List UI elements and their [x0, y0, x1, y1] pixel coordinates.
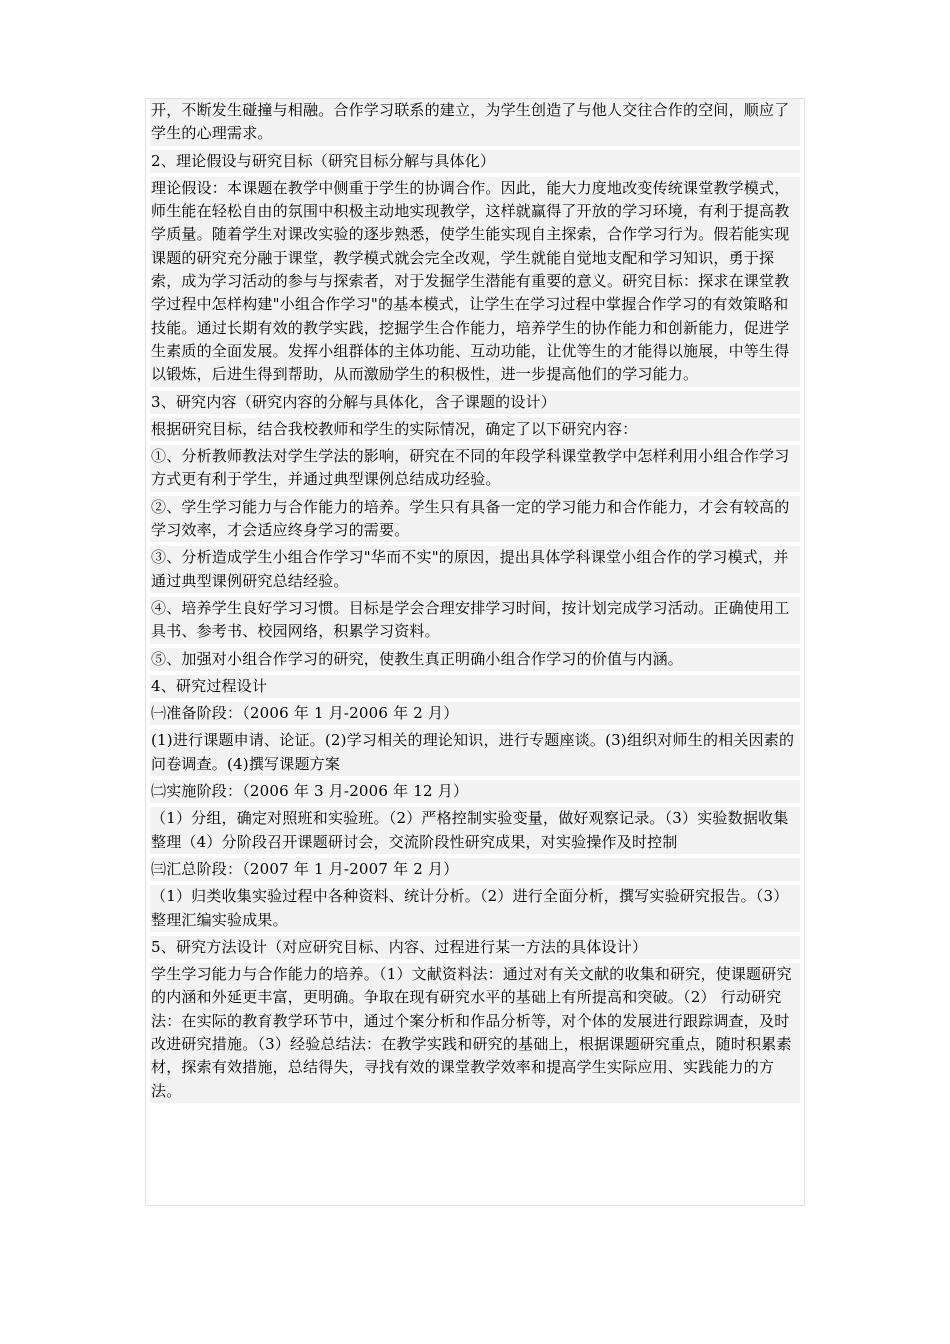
phase-implement-heading: ㈡实施阶段：（2006 年 3 月-2006 年 12 月）	[150, 780, 800, 803]
paragraph-theory-goals: 理论假设：本课题在教学中侧重于学生的协调合作。因此，能大力度地改变传统课堂教学模式，师生能在轻松自由的氛围中积极主动地实现教学，这样就赢得了开放的学习环境，有利于提高教学质量。随着学生对课改实验的逐步熟悉，使学生能实现自主探索，合作学习行为。假若能实现课题的研究充分融于课堂，教学模式就会完全改观，学生就能自觉地支配和学习知识，勇于探索，成为学习活动的参与与探索者，对于发掘学生潜能有重要的意义。研究目标：探求在课堂教学过程中怎样构建"小组合作学习"的基本模式，让学生在学习过程中掌握合作学习的有效策略和技能。通过长期有效的教学实践，挖掘学生合作能力，培养学生的协作能力和创新能力，促进学生素质的全面发展。发挥小组群体的主体功能、互动功能，让优等生的才能得以施展，中等生得以锻炼，后进生得到帮助，从而激励学生的积极性，进一步提高他们的学习能力。	[150, 177, 800, 387]
phase-prepare-text: (1)进行课题申请、论证。(2)学习相关的理论知识，进行专题座谈。(3)组织对师生的相关因素的问卷调查。(4)撰写课题方案	[150, 729, 800, 776]
phase-implement-text: （1）分组，确定对照班和实验班。（2）严格控制实验变量，做好观察记录。（3）实验数据收集整理（4）分阶段召开课题研讨会，交流阶段性研究成果，对实验操作及时控制	[150, 807, 800, 854]
list-item-2: ②、学生学习能力与合作能力的培养。学生只有具备一定的学习能力和合作能力，才会有较高的学习效率，才会适应终身学习的需要。	[150, 496, 800, 543]
phase-prepare-heading: ㈠准备阶段：（2006 年 1 月-2006 年 2 月）	[150, 702, 800, 725]
list-item-4: ④、培养学生良好学习习惯。目标是学会合理安排学习时间，按计划完成学习活动。正确使用工具书、参考书、校园网络，积累学习资料。	[150, 597, 800, 644]
list-item-1: ①、分析教师教法对学生学法的影响，研究在不同的年段学科课堂教学中怎样利用小组合作学习方式更有利于学生，并通过典型课例总结成功经验。	[150, 445, 800, 492]
section-heading-3: 3、研究内容（研究内容的分解与具体化，含子课题的设计）	[150, 391, 800, 414]
paragraph-content-intro: 根据研究目标，结合我校教师和学生的实际情况，确定了以下研究内容：	[150, 418, 800, 441]
paragraph-intro-continuation: 开，不断发生碰撞与相融。合作学习联系的建立，为学生创造了与他人交往合作的空间，顺应了学生的心理需求。	[150, 99, 800, 146]
phase-summary-text: （1）归类收集实验过程中各种资料、统计分析。（2）进行全面分析，撰写实验研究报告。（3）整理汇编实验成果。	[150, 885, 800, 932]
paragraph-methods: 学生学习能力与合作能力的培养。（1）文献资料法：通过对有关文献的收集和研究，使课题研究的内涵和外延更丰富，更明确。争取在现有研究水平的基础上有所提高和突破。（2） 行动研究法：在实际的教育教学环节中，通过个案分析和作品分析等，对个体的发展进行跟踪调查，及时改进研究措施。（3）经验总结法：在教学实践和研究的基础上，根据课题研究重点，随时积累素材，探索有效措施，总结得失，寻找有效的课堂教学效率和提高学生实际应用、实践能力的方法。	[150, 963, 800, 1103]
phase-summary-heading: ㈢汇总阶段：（2007 年 1 月-2007 年 2 月）	[150, 858, 800, 881]
list-item-3: ③、分析造成学生小组合作学习"华而不实"的原因，提出具体学科课堂小组合作的学习模式，并通过典型课例研究总结经验。	[150, 546, 800, 593]
list-item-5: ⑤、加强对小组合作学习的研究，使教生真正明确小组合作学习的价值与内涵。	[150, 648, 800, 671]
section-heading-4: 4、研究过程设计	[150, 675, 800, 698]
section-heading-2: 2、理论假设与研究目标（研究目标分解与具体化）	[150, 150, 800, 173]
section-heading-5: 5、研究方法设计（对应研究目标、内容、过程进行某一方法的具体设计）	[150, 936, 800, 959]
document-page	[145, 98, 805, 1206]
